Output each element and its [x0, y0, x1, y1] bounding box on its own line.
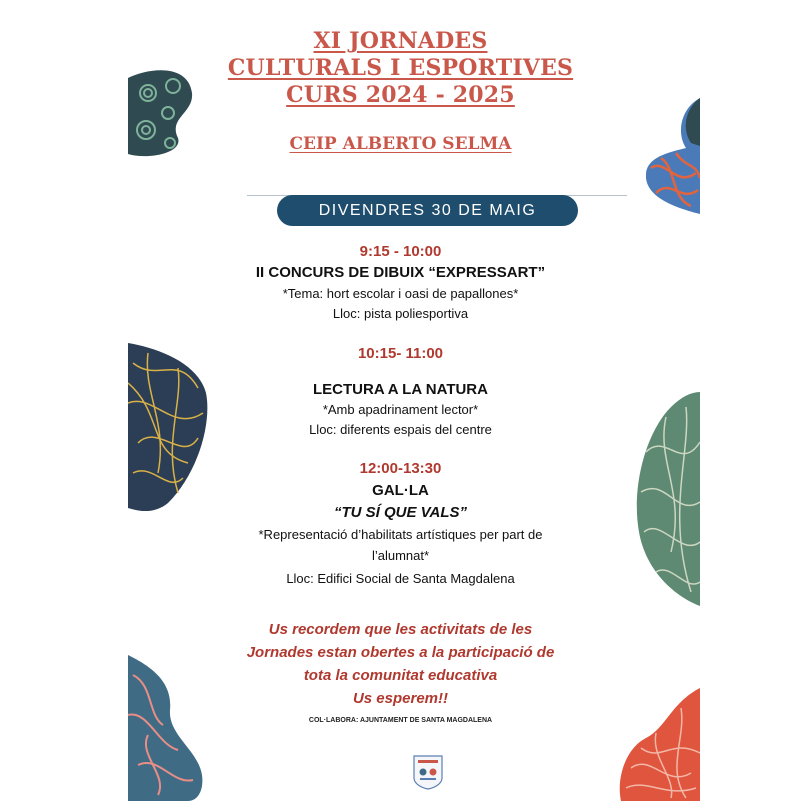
- school-logo-icon: [412, 754, 444, 790]
- event-detail: *Tema: hort escolar i oasi de papallones*: [282, 286, 519, 301]
- event-detail: *Representació d’habilitats artístiques per part de: [258, 527, 543, 542]
- event-location: Lloc: diferents espais del centre: [309, 422, 492, 437]
- event-location: Lloc: pista poliesportiva: [332, 306, 469, 321]
- collaborator-credit: COL·LABORA: AJUNTAMENT DE SANTA MAGDALENA: [308, 717, 493, 724]
- event-title: II CONCURS DE DIBUIX “EXPRESSART”: [255, 264, 546, 281]
- event-title: GAL·LA: [372, 482, 429, 499]
- decor-blob-top-right: [646, 98, 700, 214]
- title-line-2: CULTURALS I ESPORTIVES: [227, 55, 574, 81]
- closing-message: [0, 618, 801, 710]
- poster-title: [0, 28, 801, 109]
- event-2: [0, 344, 801, 440]
- school-name: CEIP ALBERTO SELMA: [289, 134, 512, 154]
- event-time: 12:00-13:30: [359, 460, 442, 477]
- title-line-3: CURS 2024 - 2025: [286, 82, 515, 108]
- event-time: 9:15 - 10:00: [359, 243, 442, 260]
- event-title: LECTURA A LA NATURA: [313, 381, 488, 398]
- closing-line-3: tota la comunitat educativa: [303, 667, 498, 684]
- event-3: [0, 458, 801, 592]
- closing-line-2: Jornades estan obertes a la participació de: [246, 644, 555, 661]
- event-location: Lloc: Edifici Social de Santa Magdalena: [286, 571, 515, 586]
- date-badge: DIVENDRES 30 DE MAIG: [277, 195, 578, 226]
- event-detail-cont: l’alumnat*: [371, 548, 430, 563]
- closing-line-4: Us esperem!!: [352, 690, 449, 707]
- title-line-1: XI JORNADES: [313, 28, 488, 54]
- event-subtitle: “TU SÍ QUE VALS”: [333, 504, 468, 521]
- event-1: [0, 242, 801, 324]
- event-detail: *Amb apadrinament lector*: [322, 402, 479, 417]
- closing-line-1: Us recordem que les activitats de les: [268, 621, 533, 638]
- event-time: 10:15- 11:00: [357, 345, 444, 362]
